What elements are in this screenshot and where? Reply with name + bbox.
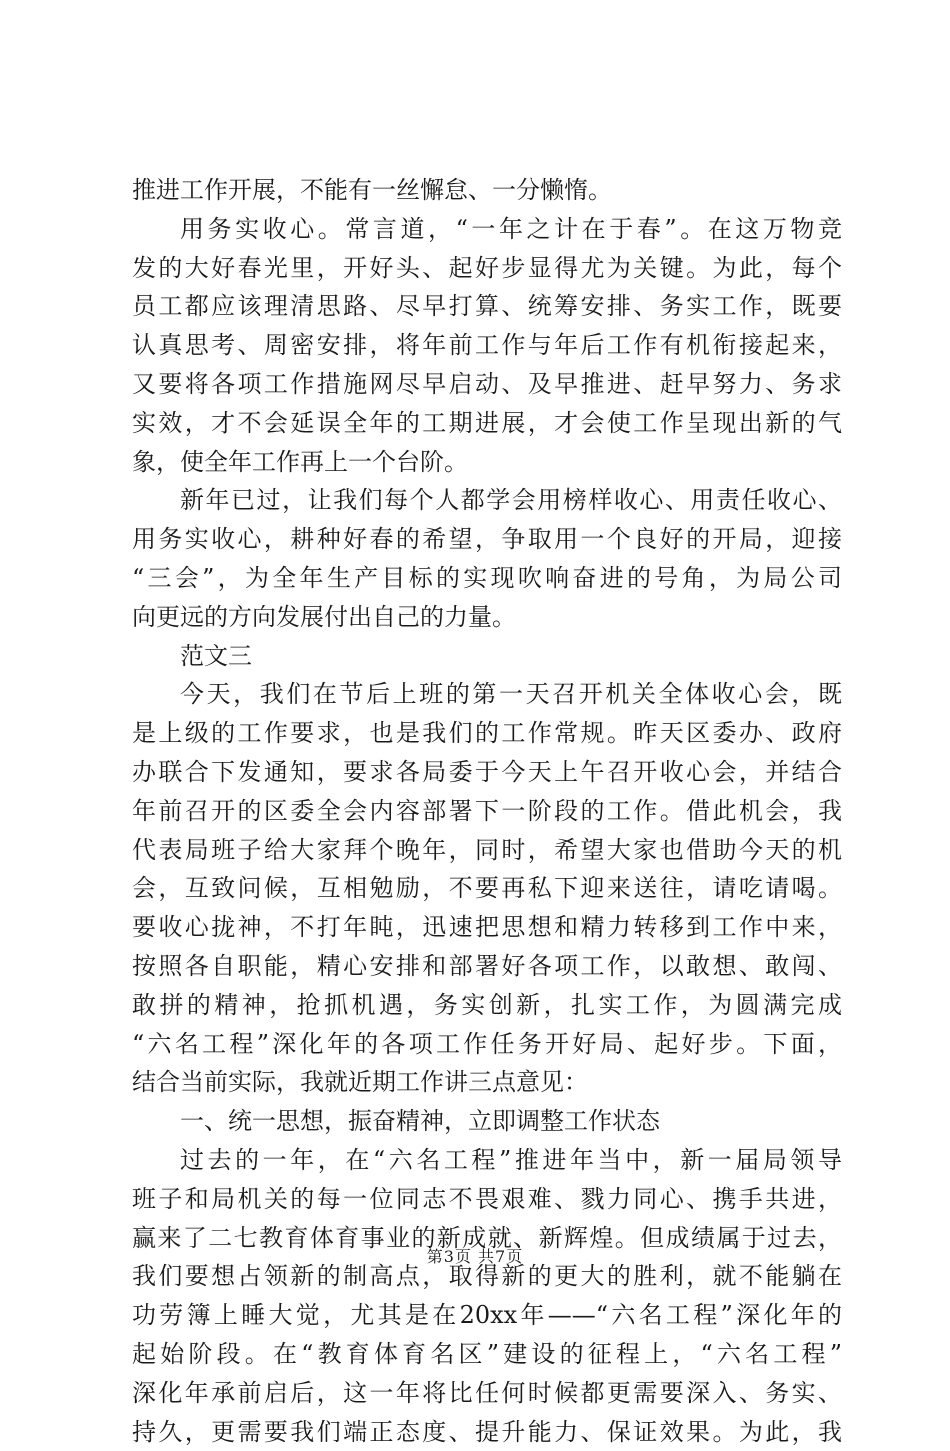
- text-line: 用务实收心，耕种好春的希望，争取用一个良好的开局，迎接: [132, 520, 842, 559]
- text-line: 起始阶段。在“教育体育名区”建设的征程上，“六名工程”: [132, 1335, 842, 1374]
- text-line: 持久，更需要我们端正态度、提升能力、保证效果。为此，我: [132, 1413, 842, 1451]
- text-line: 我们要想占领新的制高点，取得新的更大的胜利，就不能躺在: [132, 1257, 842, 1296]
- text-line: 是上级的工作要求，也是我们的工作常规。昨天区委办、政府: [132, 714, 842, 753]
- text-line: 过去的一年，在“六名工程”推进年当中，新一届局领导: [132, 1141, 842, 1180]
- text-line: 要收心拢神，不打年盹，迅速把思想和精力转移到工作中来，: [132, 908, 842, 947]
- text-line: 赢来了二七教育体育事业的新成就、新辉煌。但成绩属于过去，: [132, 1219, 842, 1258]
- text-line: 员工都应该理清思路、尽早打算、统筹安排、务实工作，既要: [132, 287, 842, 326]
- text-line: 新年已过，让我们每个人都学会用榜样收心、用责任收心、: [132, 481, 842, 520]
- text-line: 用务实收心。常言道，“一年之计在于春”。在这万物竞: [132, 210, 842, 249]
- text-line: 深化年承前启后，这一年将比任何时候都更需要深入、务实、: [132, 1374, 842, 1413]
- text-line: 实效，才不会延误全年的工期进展，才会使工作呈现出新的气: [132, 404, 842, 443]
- text-line: 按照各自职能，精心安排和部署好各项工作，以敢想、敢闯、: [132, 947, 842, 986]
- text-line: 发的大好春光里，开好头、起好步显得尤为关键。为此，每个: [132, 249, 842, 288]
- text-line: 代表局班子给大家拜个晚年，同时，希望大家也借助今天的机: [132, 831, 842, 870]
- text-line: 会，互致问候，互相勉励，不要再私下迎来送往，请吃请喝。: [132, 869, 842, 908]
- text-line: 功劳簿上睡大觉，尤其是在20xx年——“六名工程”深化年的: [132, 1296, 842, 1335]
- text-line: 认真思考、周密安排，将年前工作与年后工作有机衔接起来，: [132, 326, 842, 365]
- text-line: 结合当前实际，我就近期工作讲三点意见：: [132, 1063, 842, 1102]
- text-line: 年前召开的区委全会内容部署下一阶段的工作。借此机会，我: [132, 792, 842, 831]
- text-line: 敢拼的精神，抢抓机遇，务实创新，扎实工作，为圆满完成: [132, 986, 842, 1025]
- text-line: “三会”，为全年生产目标的实现吹响奋进的号角，为局公司: [132, 559, 842, 598]
- text-line: 象，使全年工作再上一个台阶。: [132, 443, 842, 482]
- text-line: 向更远的方向发展付出自己的力量。: [132, 598, 842, 637]
- text-line: 今天，我们在节后上班的第一天召开机关全体收心会，既: [132, 675, 842, 714]
- text-line: 推进工作开展，不能有一丝懈怠、一分懒惰。: [132, 171, 842, 210]
- page-footer: 第3页 共7页: [0, 1244, 950, 1267]
- text-line: 范文三: [132, 637, 842, 676]
- text-line: “六名工程”深化年的各项工作任务开好局、起好步。下面，: [132, 1025, 842, 1064]
- text-line: 办联合下发通知，要求各局委于今天上午召开收心会，并结合: [132, 753, 842, 792]
- text-line: 又要将各项工作措施网尽早启动、及早推进、赶早努力、务求: [132, 365, 842, 404]
- text-line: 班子和局机关的每一位同志不畏艰难、戮力同心、携手共进，: [132, 1180, 842, 1219]
- text-line: 一、统一思想，振奋精神，立即调整工作状态: [132, 1102, 842, 1141]
